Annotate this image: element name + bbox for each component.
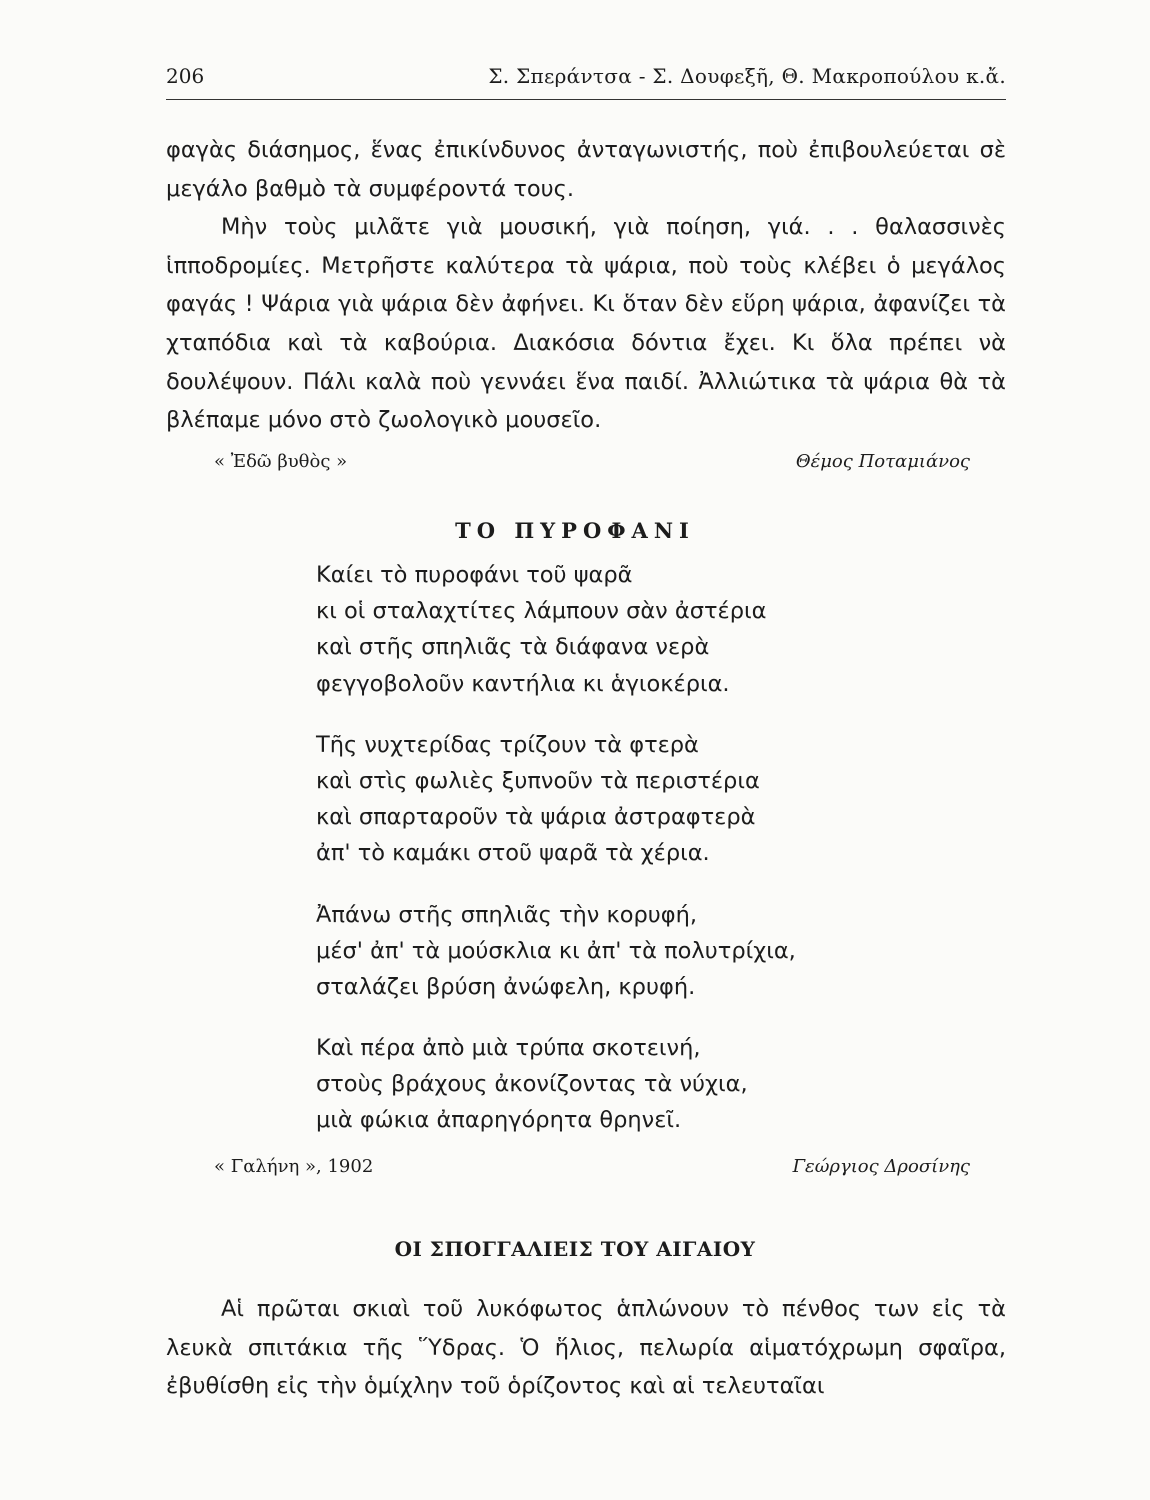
excerpt-1-author: Θέμος Ποταμιάνος (795, 451, 970, 472)
poem-line: Καίει τὸ πυροφάνι τοῦ ψαρᾶ (316, 562, 633, 588)
poem-line: φεγγοβολοῦν καντήλια κι ἁγιοκέρια. (316, 670, 730, 697)
excerpt-2-title: ΟΙ ΣΠΟΓΓΑΛΙΕΙΣ ΤΟΥ ΑΙΓΑΙΟΥ (394, 1237, 756, 1261)
excerpt-1-paragraph-1: φαγὰς διάσημος, ἕνας ἐπικίνδυνος ἀνταγωνιστής, ποὺ ἐπιβουλεύεται σὲ μεγάλο βαθμὸ τὰ συμφέροντά τους. (166, 137, 1006, 202)
excerpt-2-paragraph: Αἱ πρῶται σκιαὶ τοῦ λυκόφωτος ἁπλώνουν τὸ πένθος των εἰς τὰ λευκὰ σπιτάκια τῆς Ὕδρας. Ὁ ἥλιος, πελωρία αἱματόχρωμη σφαῖρα, ἐβυθίσθη εἰς τὴν ὁμίχλην τοῦ ὁρίζοντος καὶ αἱ τελευταῖαι (166, 1296, 1006, 1400)
header-rule (166, 99, 1006, 100)
poem-line: μέσ' ἀπ' τὰ μούσκλια κι ἀπ' τὰ πολυτρίχια, (316, 937, 796, 964)
poem-line: καὶ στὶς φωλιὲς ξυπνοῦν τὰ περιστέρια (316, 767, 760, 794)
poem-author: Γεώργιος Δροσίνης (792, 1156, 970, 1177)
poem-line: Καὶ πέρα ἀπὸ μιὰ τρύπα σκοτεινή, (316, 1035, 701, 1062)
poem-stanza (316, 897, 936, 1006)
poem-line: καὶ στῆς σπηλιᾶς τὰ διάφανα νερὰ (316, 634, 710, 661)
poem-line: καὶ σπαρταροῦν τὰ ψάρια ἀστραφτερὰ (316, 804, 756, 831)
poem-line: Ἀπάνω στῆς σπηλιᾶς τὴν κορυφή, (316, 901, 698, 928)
page-number: 206 (166, 64, 205, 88)
poem-line: στοὺς βράχους ἀκονίζοντας τὰ νύχια, (316, 1071, 748, 1098)
poem-line: ἀπ' τὸ καμάκι στοῦ ψαρᾶ τὰ χέρια. (316, 840, 710, 867)
excerpt-1-body (166, 131, 1006, 440)
poem-line: μιὰ φώκια ἀπαρηγόρητα θρηνεῖ. (316, 1107, 682, 1134)
poem-line: Τῆς νυχτερίδας τρίζουν τὰ φτερὰ (316, 731, 699, 758)
poem-stanza (316, 727, 936, 872)
poem-stanza (316, 557, 936, 702)
excerpt-1-source: « Ἐδῶ βυθὸς » (214, 451, 348, 472)
poem-line: σταλάζει βρύση ἀνώφελη, κρυφή. (316, 973, 696, 1000)
excerpt-2-body (166, 1290, 1006, 1406)
poem-title: ΤΟ ΠΥΡΟΦΑΝΙ (455, 518, 695, 543)
poem-source: « Γαλήνη », 1902 (214, 1156, 374, 1177)
page-header (166, 64, 1006, 92)
poem-stanza (316, 1030, 936, 1139)
poem-line: κι οἱ σταλαχτίτες λάμπουν σὰν ἀστέρια (316, 598, 767, 625)
excerpt-1-paragraph-2: Μὴν τοὺς μιλᾶτε γιὰ μουσική, γιὰ ποίηση, γιά. . . θαλασσινὲς ἱπποδρομίες. Μετρῆστε καλύτερα τὰ ψάρια, ποὺ τοὺς κλέβει ὁ μεγάλος φαγάς ! Ψάρια γιὰ ψάρια δὲν ἀφήνει. Κι ὅταν δὲν εὕρη ψάρια, ἀφανίζει τὰ χταπόδια καὶ τὰ καβούρια. Διακόσια δόντια ἔχει. Κι ὅλα πρέπει νὰ δουλέψουν. Πάλι καλὰ ποὺ γεννάει ἕνα παιδί. Ἀλλιώτικα τὰ ψάρια θὰ τὰ βλέπαμε μόνο στὸ ζωολογικὸ μουσεῖο. (166, 214, 1006, 434)
running-head: Σ. Σπεράντσα - Σ. Δουφεξῆ, Θ. Μακροπούλου κ.ἄ. (488, 64, 1006, 88)
poem (316, 557, 936, 1164)
